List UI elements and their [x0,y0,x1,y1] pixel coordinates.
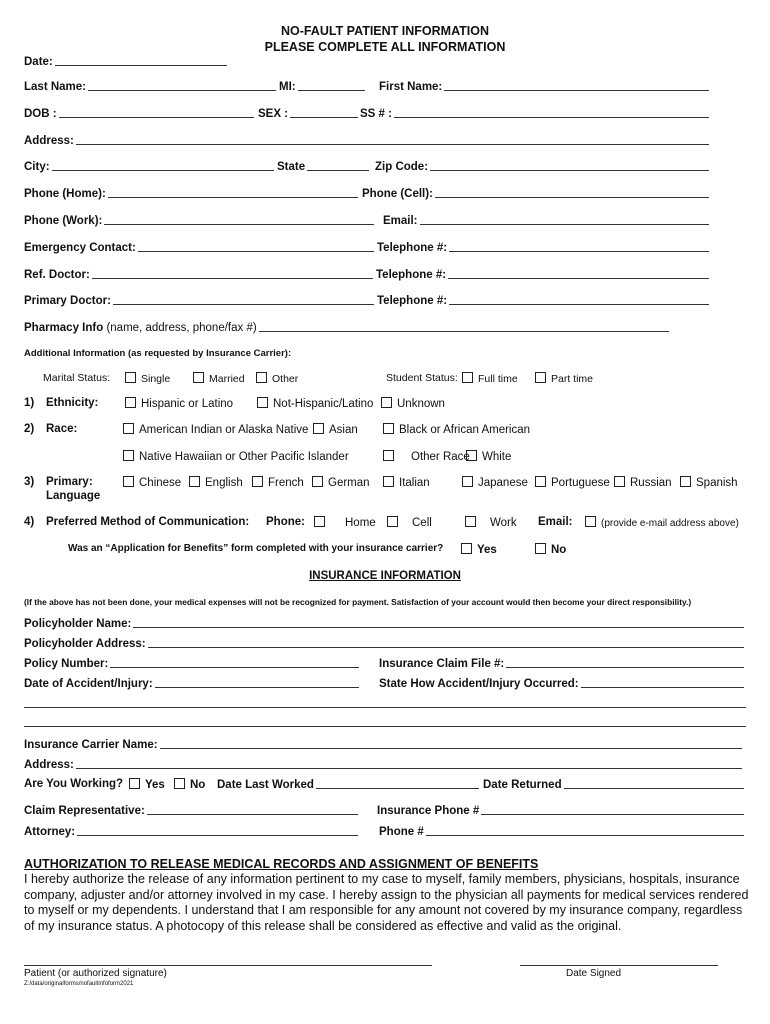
policyholder-name-label: Policyholder Name: [24,618,132,630]
claim-file-field[interactable] [379,657,746,670]
language-japanese-checkbox[interactable]: Japanese [462,476,528,489]
carrier-name-label: Insurance Carrier Name: [24,739,158,751]
race-number: 2) [24,423,35,435]
student-part-time-checkbox[interactable]: Part time [535,372,593,385]
phone-home-label: Phone (Home): [24,188,106,200]
language-number: 3) [24,476,35,488]
address-field[interactable] [24,134,711,147]
last-name-field[interactable] [24,80,278,93]
date-signed-label: Date Signed [566,968,622,979]
date-last-worked-label: Date Last Worked [217,779,314,791]
language-label-primary: Primary: [46,476,93,488]
date-label: Date: [24,56,53,68]
language-italian-checkbox[interactable]: Italian [383,476,430,489]
date-field[interactable] [24,55,229,68]
ethnicity-number: 1) [24,397,35,409]
language-label-language: Language [46,490,101,502]
sex-field[interactable] [258,107,360,120]
application-yes-checkbox[interactable]: Yes [461,543,497,556]
race-american-indian-checkbox[interactable]: American Indian or Alaska Native [123,423,308,436]
description-line-2[interactable] [24,726,746,727]
insurance-heading: INSURANCE INFORMATION [309,570,461,582]
language-english-checkbox[interactable]: English [189,476,243,489]
authorization-body: I hereby authorize the release of any information pertinent to my case to myself, family members, physicians, hospitals, insurance company, adjuster and/or attorney involved in my case. I hereby assign to the physician all payments for medical services rendered to myself or my dependents. I understand that I am responsible for any amount not covered by my insurance company, regardless of my insurance status. A photocopy of this release shall be considered as effective and valid as the original. [24,872,749,933]
insurance-phone-label: Insurance Phone # [377,805,480,817]
marital-single-checkbox[interactable]: Single [125,372,170,385]
state-label: State [277,161,306,173]
zip-label: Zip Code: [375,161,429,173]
emergency-contact-label: Emergency Contact: [24,242,136,254]
phone-cell-label: Phone (Cell): [362,188,433,200]
mi-field[interactable] [279,80,367,93]
claim-rep-field[interactable] [24,804,360,817]
date-returned-field[interactable] [483,778,746,791]
language-german-checkbox[interactable]: German [312,476,370,489]
dob-label: DOB : [24,108,57,120]
policyholder-name-field[interactable] [24,617,746,630]
communication-number: 4) [24,516,35,528]
dob-field[interactable] [24,107,256,120]
primary-doctor-telephone-label: Telephone #: [377,295,448,307]
race-native-hawaiian-checkbox[interactable]: Native Hawaiian or Other Pacific Islander [123,450,349,463]
primary-doctor-telephone-field[interactable] [377,294,711,307]
working-no-checkbox[interactable]: No [174,778,205,791]
ref-doctor-label: Ref. Doctor: [24,269,90,281]
phone-work-label: Phone (Work): [24,215,103,227]
race-asian-checkbox[interactable]: Asian [313,423,358,436]
primary-doctor-label: Primary Doctor: [24,295,111,307]
how-occurred-field[interactable] [379,677,746,690]
date-of-accident-field[interactable] [24,677,361,690]
phone-home-field[interactable] [24,187,360,200]
ref-doctor-field[interactable] [24,268,375,281]
policy-number-label: Policy Number: [24,658,109,670]
date-of-accident-label: Date of Accident/Injury: [24,678,153,690]
pharmacy-field[interactable] [24,321,671,334]
last-name-label: Last Name: [24,81,86,93]
footer-path: Z:/data/originalforms/nofaultinfoform2021 [24,981,134,987]
zip-field[interactable] [375,160,711,173]
policy-number-field[interactable] [24,657,361,670]
first-name-field[interactable] [379,80,711,93]
carrier-name-field[interactable] [24,738,744,751]
signature-line[interactable] [24,965,432,966]
ss-label: SS # : [360,108,392,120]
race-black-checkbox[interactable]: Black or African American [383,423,530,436]
city-label: City: [24,161,50,173]
race-white-checkbox[interactable]: White [466,450,511,463]
communication-label: Preferred Method of Communication: [46,516,250,528]
communication-phone-label: Phone: [266,516,305,528]
additional-info-heading: Additional Information (as requested by Insurance Carrier): [24,348,292,359]
emergency-contact-field[interactable] [24,241,376,254]
insurance-note: (If the above has not been done, your medical expenses will not be recognized for payment. Satisfaction of your account would then become your direct responsibility.) [24,597,692,607]
race-label: Race: [46,423,78,435]
ethnicity-label: Ethnicity: [46,397,99,409]
attorney-phone-label: Phone # [379,826,424,838]
form-subtitle: PLEASE COMPLETE ALL INFORMATION [264,40,506,54]
email-label: Email: [383,215,418,227]
race-other-checkbox[interactable]: Other Race [383,450,470,463]
state-field[interactable] [277,160,371,173]
insurance-phone-field[interactable] [377,804,746,817]
communication-work-checkbox[interactable]: Work [465,516,517,529]
primary-doctor-field[interactable] [24,294,376,307]
date-last-worked-field[interactable] [217,778,481,791]
emergency-telephone-label: Telephone #: [377,242,448,254]
description-line-1[interactable] [24,707,746,708]
carrier-address-label: Address: [24,759,74,771]
carrier-address-field[interactable] [24,758,744,771]
marital-status-label: Marital Status: [43,372,111,384]
application-no-checkbox[interactable]: No [535,543,566,556]
working-question: Are You Working? [24,778,124,790]
communication-cell-checkbox[interactable]: Cell [387,516,432,529]
date-returned-label: Date Returned [483,779,562,791]
policyholder-address-field[interactable] [24,637,746,650]
language-french-checkbox[interactable]: French [252,476,304,489]
how-occurred-label: State How Accident/Injury Occurred: [379,678,579,690]
sex-label: SEX : [258,108,289,120]
pharmacy-label: Pharmacy Info (name, address, phone/fax #) [24,322,257,334]
emergency-telephone-field[interactable] [377,241,711,254]
authorization-heading: AUTHORIZATION TO RELEASE MEDICAL RECORDS AND ASSIGNMENT OF BENEFITS [24,857,539,871]
claim-rep-label: Claim Representative: [24,805,145,817]
communication-home-checkbox[interactable]: Home [314,516,376,529]
language-spanish-checkbox[interactable]: Spanish [680,476,738,489]
ethnicity-hispanic-checkbox[interactable]: Hispanic or Latino [125,397,233,410]
attorney-field[interactable] [24,825,360,838]
mi-label: MI: [279,81,296,93]
student-status-label: Student Status: [386,372,458,384]
claim-file-label: Insurance Claim File #: [379,658,505,670]
phone-work-field[interactable] [24,214,376,227]
student-full-time-checkbox[interactable]: Full time [462,372,518,385]
city-field[interactable] [24,160,276,173]
ethnicity-unknown-checkbox[interactable]: Unknown [381,397,445,410]
application-question: Was an “Application for Benefits” form completed with your insurance carrier? [68,543,444,554]
signature-label: Patient (or authorized signature) [24,968,167,979]
attorney-phone-field[interactable] [379,825,746,838]
attorney-label: Attorney: [24,826,76,838]
communication-email-label: Email: [538,516,573,528]
ethnicity-not-hispanic-checkbox[interactable]: Not-Hispanic/Latino [257,397,373,410]
address-label: Address: [24,135,74,147]
form-title: NO-FAULT PATIENT INFORMATION [280,24,490,38]
ss-field[interactable] [360,107,711,120]
marital-other-checkbox[interactable]: Other [256,372,298,385]
marital-married-checkbox[interactable]: Married [193,372,245,385]
language-portuguese-checkbox[interactable]: Portuguese [535,476,610,489]
ref-doctor-telephone-label: Telephone #: [376,269,447,281]
policyholder-address-label: Policyholder Address: [24,638,146,650]
language-chinese-checkbox[interactable]: Chinese [123,476,181,489]
email-field[interactable] [383,214,711,227]
ref-doctor-telephone-field[interactable] [376,268,711,281]
communication-email-checkbox[interactable]: (provide e-mail address above) [585,516,739,529]
phone-cell-field[interactable] [362,187,711,200]
working-yes-checkbox[interactable]: Yes [129,778,165,791]
date-signed-line[interactable] [520,965,718,966]
first-name-label: First Name: [379,81,443,93]
language-russian-checkbox[interactable]: Russian [614,476,672,489]
